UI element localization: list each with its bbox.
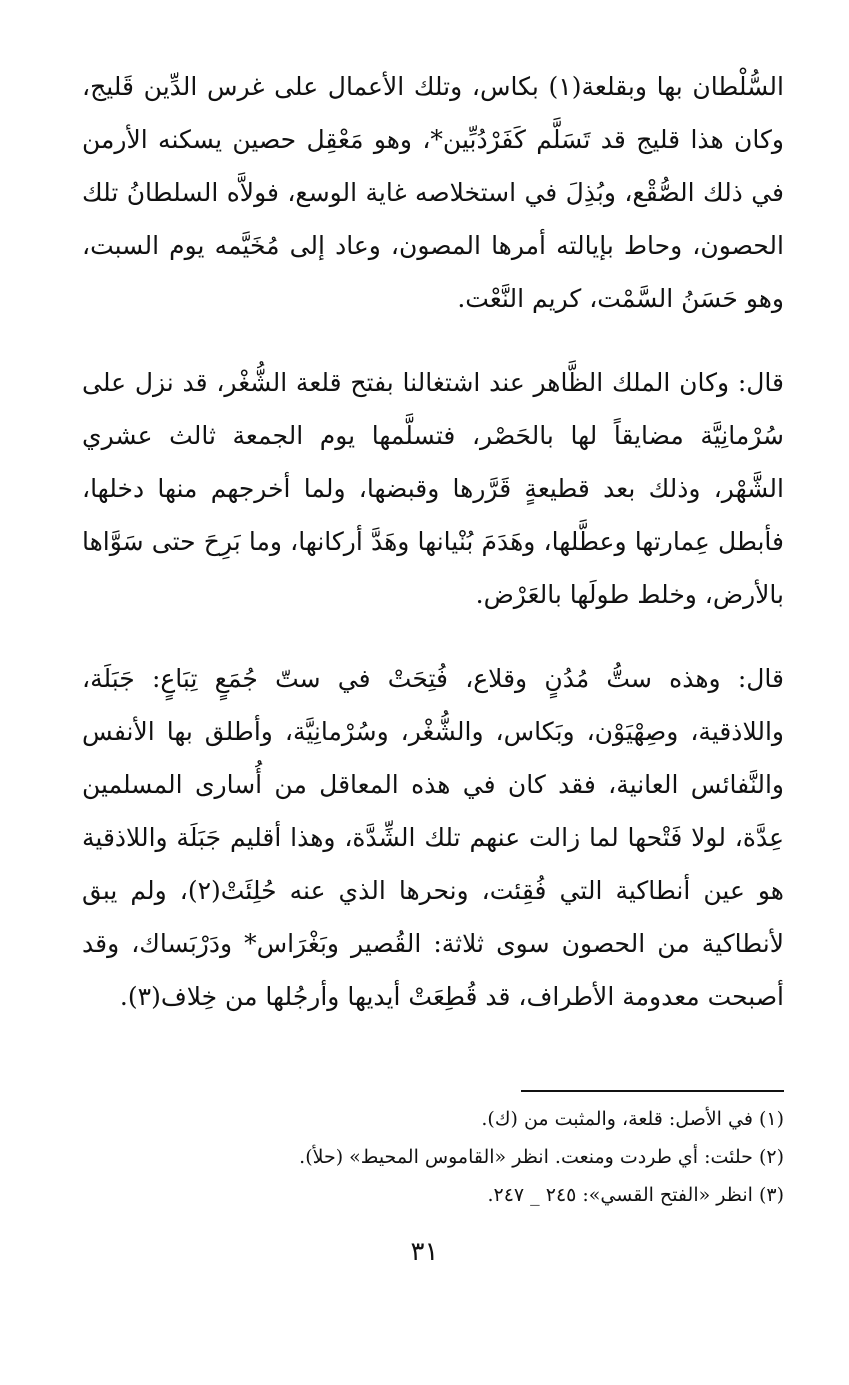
footnote-3: (٣) انظر «الفتح القسي»: ٢٤٥ _ ٢٤٧. bbox=[487, 1184, 784, 1206]
footnote-1: (١) في الأصل: قلعة، والمثبت من (ك). bbox=[481, 1108, 784, 1130]
footnote-separator bbox=[521, 1090, 784, 1092]
footnotes bbox=[82, 1100, 784, 1214]
paragraph-2: قال: وكان الملك الظَّاهر عند اشتغالنا بفتح قلعة الشُّغْر، قد نزل على سُرْمانِيَّة مضايقاً لها بالحَصْر، فتسلَّمها يوم الجمعة ثالث عشري الشَّهْر، وذلك بعد قطيعةٍ قَرَّرها وقبضها، ولما أخرجهم منها دخلها، فأبطل عِمارتها وعطَّلها، وهَدَمَ بُنْيانها وهَدَّ أركانها، وما بَرِحَ حتى سَوَّاها بالأرض، وخلط طولَها بالعَرْض. bbox=[82, 368, 784, 609]
paragraph-3: قال: وهذه ستُّ مُدُنٍ وقلاع، فُتِحَتْ في ستّ جُمَعٍ تِبَاعٍ: جَبَلَة، واللاذقية، وصِهْيَوْن، وبَكاس، والشُّغْر، وسُرْمانِيَّة، وأطلق بها الأنفس والنَّفائس العانية، فقد كان في هذه المعاقل من أُسارى المسلمين عِدَّة، لولا فَتْحها لما زالت عنهم تلك الشِّدَّة، وهذا أقليم جَبَلَة واللاذقية هو عين أنطاكية التي فُقِئت، ونحرها الذي عنه حُلِئَتْ(٢)، ولم يبق لأنطاكية من الحصون سوى ثلاثة: القُصير وبَغْرَاس* ودَرْبَساك، وقد أصبحت معدومة الأطراف، قد قُطِعَتْ أيديها وأرجُلها من خِلاف(٣). bbox=[82, 664, 784, 1011]
main-text bbox=[82, 60, 784, 1023]
footnote-2: (٢) حلئت: أي طردت ومنعت. انظر «القاموس المحيط» (حلأ). bbox=[299, 1146, 784, 1168]
page-number: ٣١ bbox=[410, 1237, 439, 1267]
paragraph-1: السُّلْطان بها وبقلعة(١) بكاس، وتلك الأعمال على غرس الدِّين قَليج، وكان هذا قليج قد تَسَلَّم كَفَرْدُبِّين*، وهو مَعْقِل حصين يسكنه الأرمن في ذلك الصُّقْع، وبُذِلَ في استخلاصه غاية الوسع، فولاَّه السلطانُ تلك الحصون، وحاط بإيالته أمرها المصون، وعاد إلى مُخَيَّمه يوم السبت، وهو حَسَنُ السَّمْت، كريم النَّعْت. bbox=[82, 72, 784, 313]
